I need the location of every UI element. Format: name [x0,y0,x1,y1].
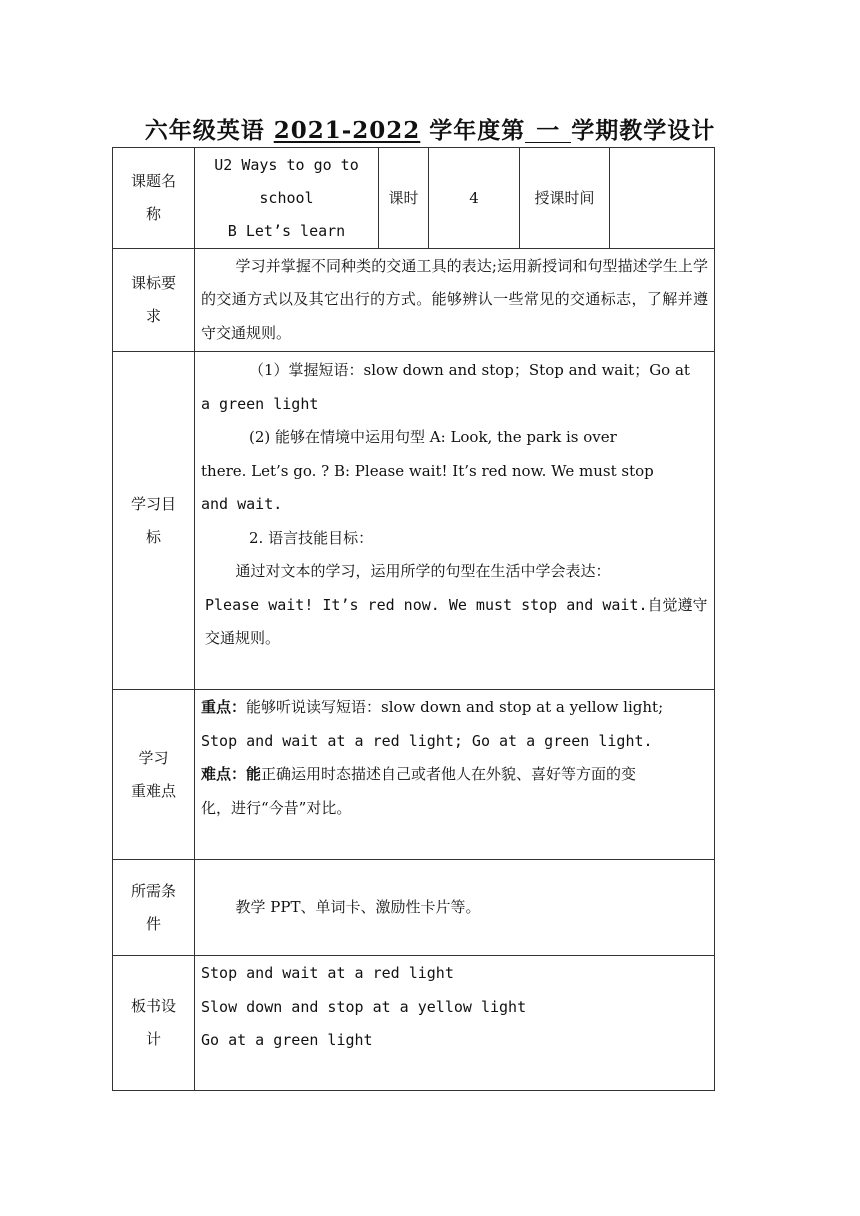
row-objectives [113,352,715,690]
materials-paragraph: 教学 PPT、单词卡、激励性卡片等。 [235,897,481,916]
objective-1-cont: a green light [201,394,319,413]
materials-label-line1: 所需条 [130,881,176,900]
title-year: 2021-2022 [273,117,421,144]
objective-skills-text: 通过对文本的学习，运用所学的句型在生活中学会表达： [235,562,611,580]
key-points-text [195,690,715,860]
key-points-label [113,690,195,860]
difficult-point-bold: 能 [246,765,262,783]
objective-skills-cont: Please wait! It’s red now. We must stop and wait.自觉遵守 [205,595,708,614]
time-label: 授课时间 [520,148,610,249]
difficult-point-cont: 化，进行“今昔”对比。 [201,798,352,817]
objective-skills-end: 交通规则。 [205,629,281,647]
topic-value [195,148,379,249]
title-mid: 学年度第 [420,117,526,144]
row-materials [113,860,715,956]
objectives-label-line2: 标 [145,527,161,546]
title-term: 一 [525,120,571,143]
objective-1: （1）掌握短语：slow down and stop；Stop and wait；Go at [249,361,690,379]
standards-text [195,249,715,352]
difficult-point-label: 难点： [201,765,247,783]
row-topic [113,148,715,249]
row-board-design [113,956,715,1091]
topic-label-line2: 称 [145,205,161,223]
objective-skills-heading: 2. 语言技能目标： [249,528,374,547]
topic-label-line1: 课题名 [130,172,176,190]
board-design-label-line1: 板书设 [130,997,176,1015]
standards-paragraph: 学习并掌握不同种类的交通工具的表达;运用新授词和句型描述学生上学的交通方式以及其它出行的方式。能够辨认一些常见的交通标志，了解并遵守交通规则。 [201,256,708,342]
topic-line2: school [259,188,314,207]
topic-line1: U2 Ways to go to [214,155,359,174]
objectives-label [113,352,195,690]
board-line-3: Go at a green light [201,1031,373,1049]
key-point-text: 能够听说读写短语：slow down and stop at a yellow light; [246,698,664,716]
key-point [195,691,714,725]
topic-label [113,148,195,249]
objectives-label-line1: 学习目 [130,494,176,513]
row-key-points [113,690,715,860]
standards-label-line1: 课标要 [130,274,176,292]
period-label: 课时 [379,148,429,249]
key-points-label-line1: 学习 [138,748,169,767]
materials-text [195,860,715,956]
time-value [610,148,715,249]
lesson-plan-table [112,147,715,1091]
objectives-text [195,352,715,690]
board-line-2: Slow down and stop at a yellow light [201,997,527,1016]
key-points-label-line2: 重难点 [130,781,176,800]
difficult-point-text: 正确运用时态描述自己或者他人在外貌、喜好等方面的变 [261,765,637,783]
period-value: 4 [429,148,520,249]
key-point-label: 重点： [201,698,247,716]
objective-2: (2) 能够在情境中运用句型 A: Look, the park is over [249,428,617,446]
page-title [0,112,860,145]
row-standards [113,249,715,352]
objective-2-end: and wait. [201,495,283,513]
title-prefix: 六年级英语 [144,117,274,144]
topic-line3: B Let’s learn [227,221,346,240]
objective-2-cont: there. Let’s go. ? B: Please wait! It’s red now. We must stop [201,461,654,480]
board-design-label-line2: 计 [145,1030,161,1048]
key-point-cont: Stop and wait at a red light; Go at a green light. [201,731,653,750]
title-suffix: 学期教学设计 [571,117,716,144]
materials-label-line2: 件 [145,914,161,933]
materials-label [113,860,195,956]
difficult-point [195,758,714,792]
board-design-label [113,956,195,1091]
standards-label-line2: 求 [145,307,161,325]
board-line-1: Stop and wait at a red light [201,964,454,982]
board-design-text [195,956,715,1091]
standards-label [113,249,195,352]
